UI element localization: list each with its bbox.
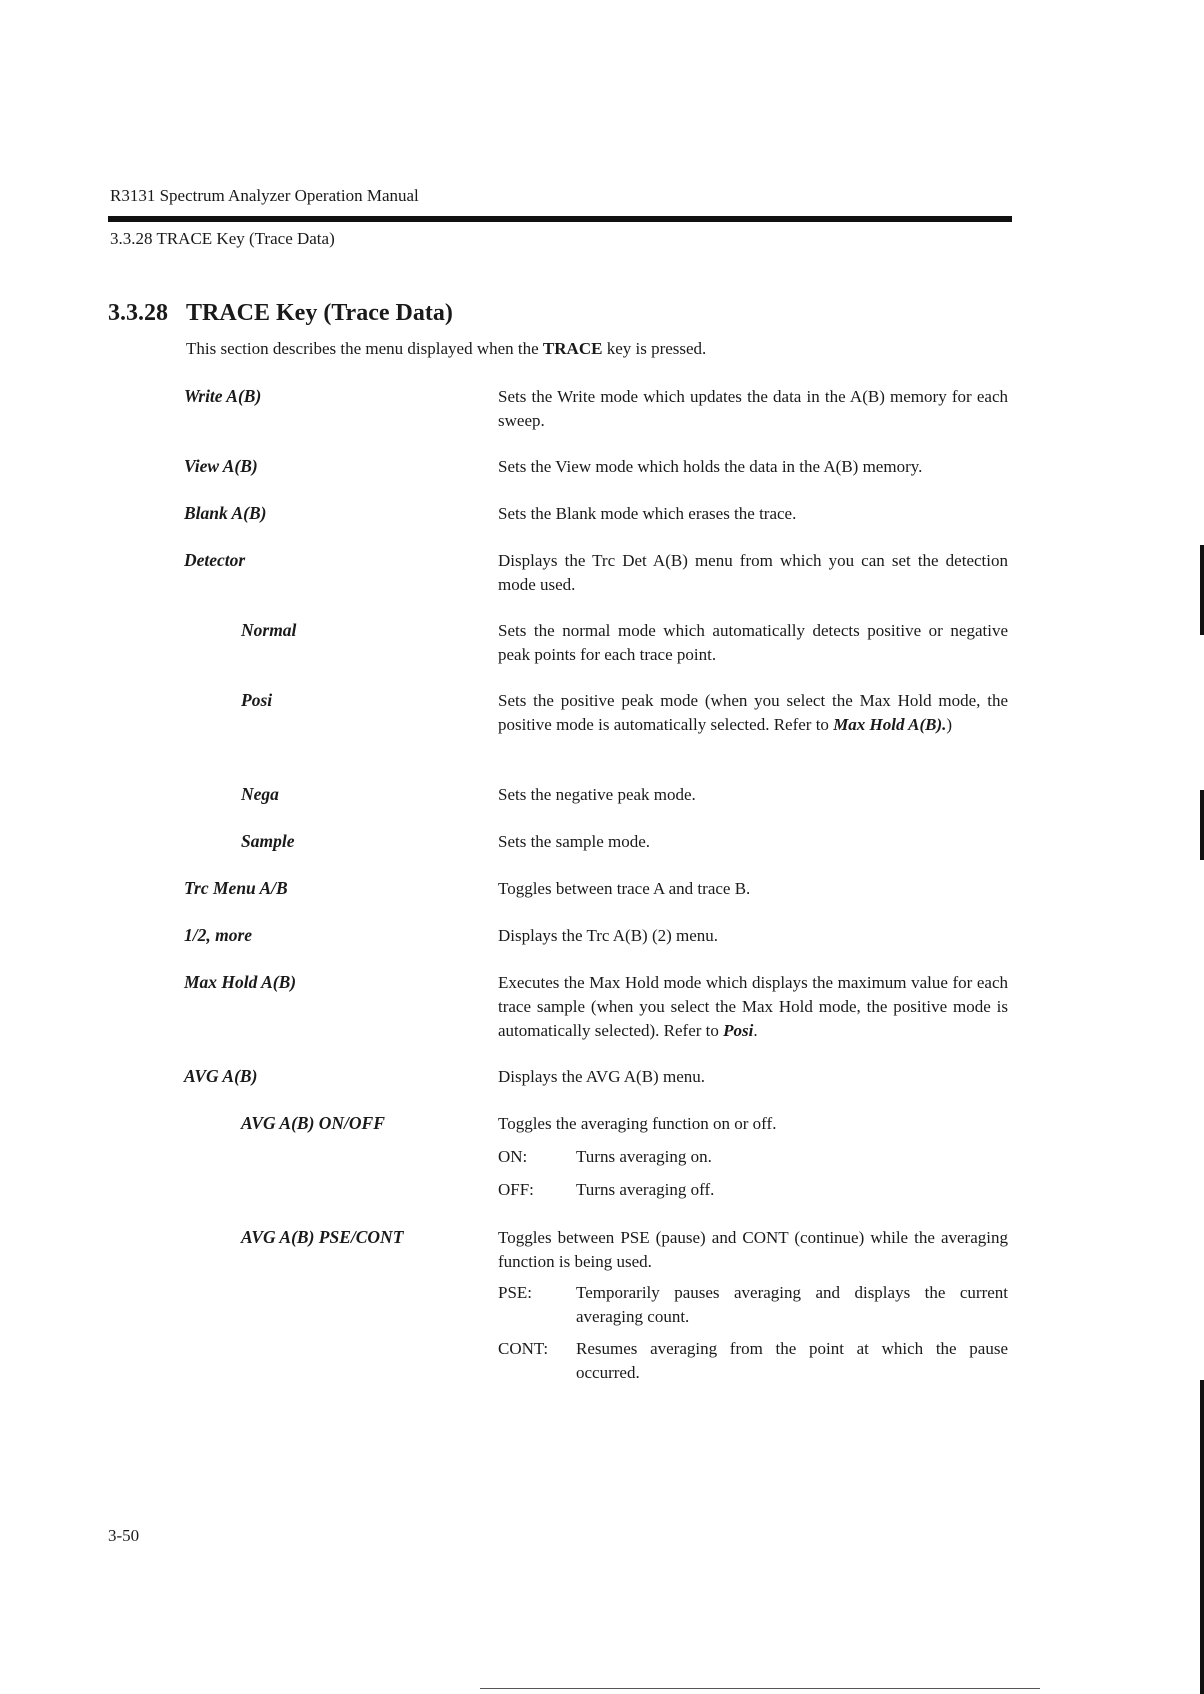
term-posi: Posi (241, 690, 273, 710)
desc-posi: Sets the positive peak mode (when you select the Max Hold mode, the positive mode is automatically selected. Refer to Max Hold A(B).) (498, 691, 1008, 734)
section-number: 3.3.28 (108, 300, 168, 326)
term-normal: Normal (241, 620, 297, 640)
desc-nega: Sets the negative peak mode. (498, 785, 696, 804)
term-trc-menu: Trc Menu A/B (184, 878, 288, 898)
ref-max-hold: Max Hold A(B). (833, 715, 947, 734)
term-blank: Blank A(B) (184, 503, 267, 523)
page-number: 3-50 (108, 1526, 140, 1545)
option-pse: PSE: Temporarily pauses averaging and displays the current averaging count. (498, 1283, 1008, 1326)
desc-write: Sets the Write mode which updates the data in the A(B) memory for each sweep. (498, 387, 1008, 430)
section-intro: This section describes the menu displayed when the TRACE key is pressed. (186, 339, 707, 358)
option-on: ON: Turns averaging on. (498, 1147, 712, 1166)
ref-posi: Posi (723, 1021, 754, 1040)
trace-key-name: TRACE (542, 339, 603, 358)
term-avg-onoff: AVG A(B) ON/OFF (241, 1113, 385, 1133)
desc-trc-menu: Toggles between trace A and trace B. (498, 879, 751, 898)
term-sample: Sample (241, 831, 295, 851)
desc-view: Sets the View mode which holds the data in the A(B) memory. (498, 457, 923, 476)
scan-foot-line (480, 1688, 1040, 1689)
term-nega: Nega (241, 784, 279, 804)
scan-edge (1200, 790, 1204, 860)
desc-sample: Sets the sample mode. (498, 832, 651, 851)
desc-more: Displays the Trc A(B) (2) menu. (498, 926, 719, 945)
scan-edge (1200, 545, 1204, 635)
option-off: OFF: Turns averaging off. (498, 1180, 715, 1199)
term-more: 1/2, more (184, 925, 253, 945)
term-avg: AVG A(B) (184, 1066, 258, 1086)
term-view: View A(B) (184, 456, 258, 476)
option-cont: CONT: Resumes averaging from the point at which the pause occurred. (498, 1339, 1008, 1382)
header-rule (108, 216, 1012, 222)
desc-normal: Sets the normal mode which automatically detects positive or negative peak points for each trace point. (498, 621, 1008, 664)
desc-max-hold: Executes the Max Hold mode which displays the maximum value for each trace sample (when you select the Max Hold mode, the positive mode is automatically selected). Refer to Posi. (498, 973, 1008, 1040)
scan-edge (1200, 1380, 1204, 1694)
header-subtitle: 3.3.28 TRACE Key (Trace Data) (110, 229, 335, 248)
section-heading (108, 300, 453, 327)
header-title: R3131 Spectrum Analyzer Operation Manual (110, 186, 419, 205)
desc-detector: Displays the Trc Det A(B) menu from which you can set the detection mode used. (498, 551, 1008, 594)
desc-avg-onoff: Toggles the averaging function on or off. (498, 1114, 777, 1133)
desc-blank: Sets the Blank mode which erases the trace. (498, 504, 797, 523)
term-detector: Detector (184, 550, 246, 570)
desc-avg: Displays the AVG A(B) menu. (498, 1067, 705, 1086)
term-avg-psecont: AVG A(B) PSE/CONT (241, 1227, 404, 1247)
term-max-hold: Max Hold A(B) (184, 972, 297, 992)
term-write: Write A(B) (184, 386, 262, 406)
section-title: TRACE Key (Trace Data) (186, 300, 453, 326)
desc-avg-psecont: Toggles between PSE (pause) and CONT (continue) while the averaging function is being used. (498, 1228, 1008, 1271)
